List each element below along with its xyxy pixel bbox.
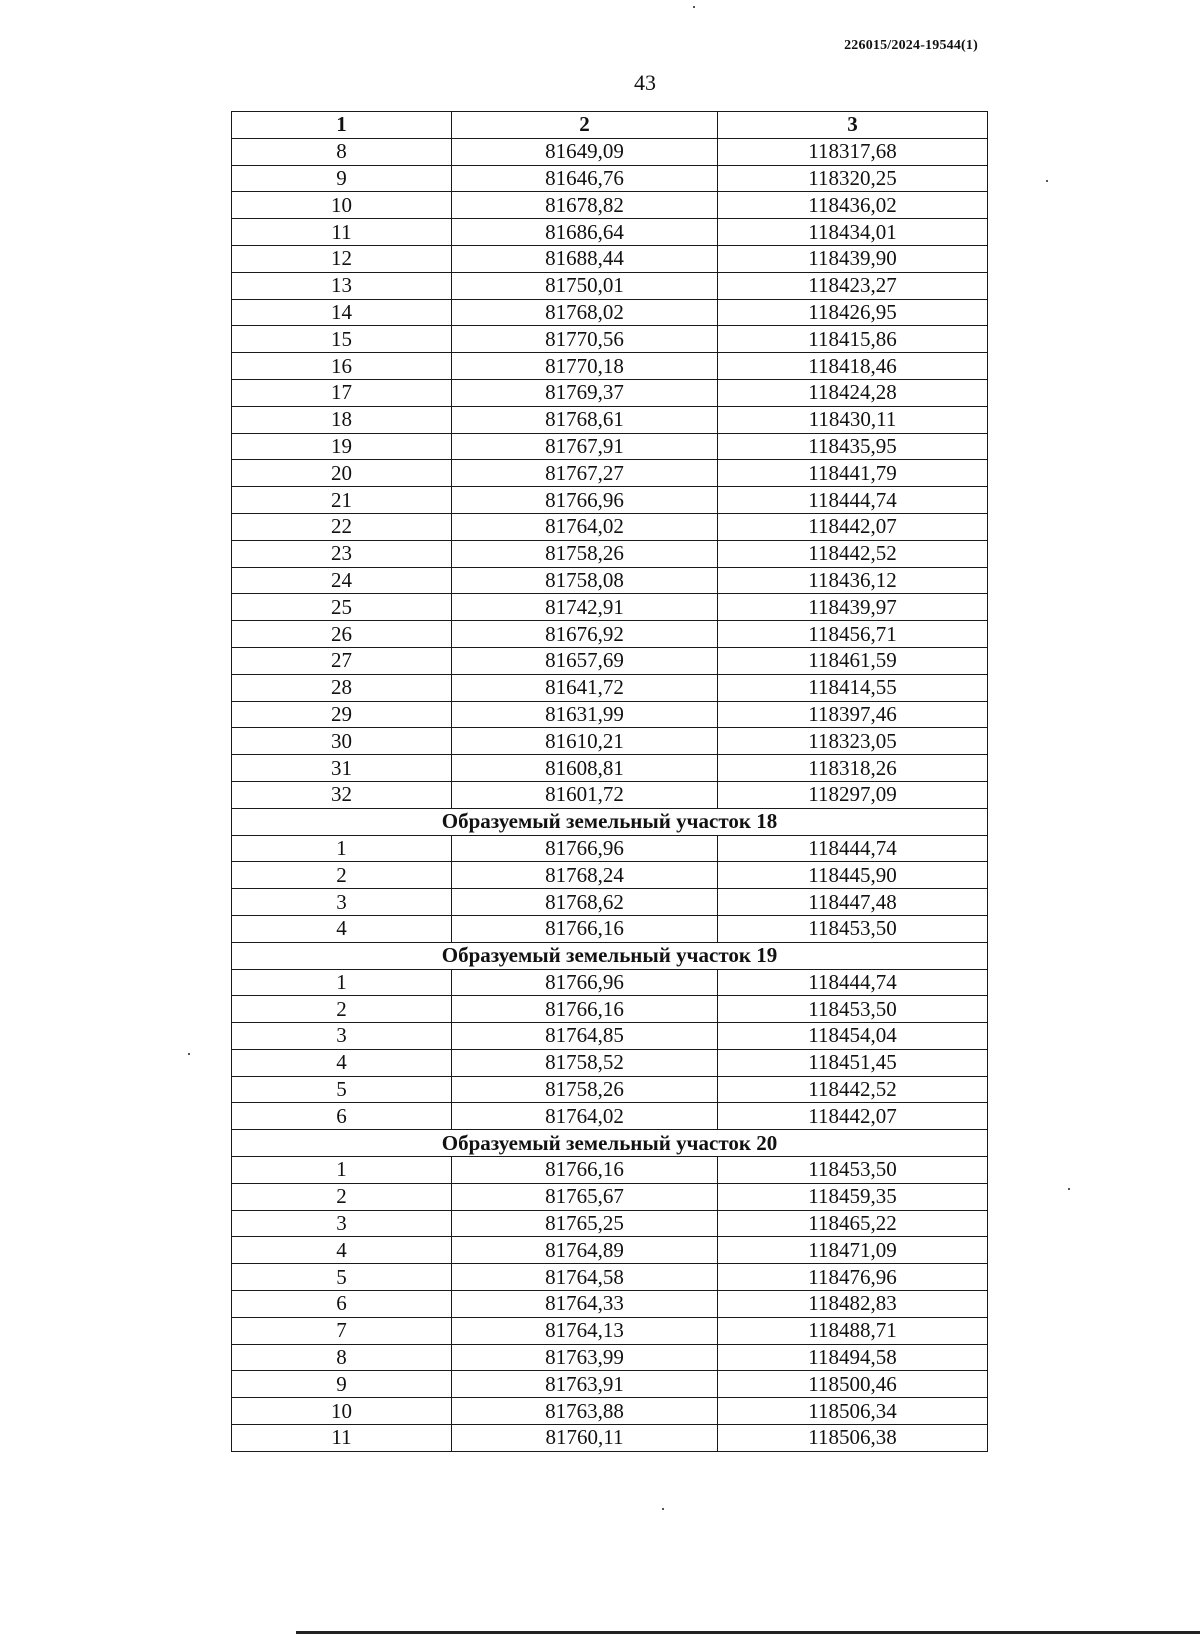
y-coordinate-cell: 118442,52	[718, 540, 988, 567]
x-coordinate-cell: 81758,52	[452, 1049, 718, 1076]
y-coordinate-cell: 118423,27	[718, 272, 988, 299]
y-coordinate-cell: 118488,71	[718, 1317, 988, 1344]
table-row	[232, 621, 988, 648]
x-coordinate-cell: 81766,96	[452, 487, 718, 514]
table-row	[232, 1398, 988, 1425]
x-coordinate-cell: 81770,56	[452, 326, 718, 353]
y-coordinate-cell: 118397,46	[718, 701, 988, 728]
column-header: 2	[452, 112, 718, 139]
x-coordinate-cell: 81646,76	[452, 165, 718, 192]
point-number-cell: 2	[232, 862, 452, 889]
table-row	[232, 1425, 988, 1452]
point-number-cell: 32	[232, 781, 452, 808]
y-coordinate-cell: 118435,95	[718, 433, 988, 460]
point-number-cell: 14	[232, 299, 452, 326]
x-coordinate-cell: 81766,16	[452, 996, 718, 1023]
table-body	[232, 138, 988, 1451]
y-coordinate-cell: 118436,12	[718, 567, 988, 594]
table-row	[232, 647, 988, 674]
table-row	[232, 915, 988, 942]
y-coordinate-cell: 118454,04	[718, 1023, 988, 1050]
x-coordinate-cell: 81770,18	[452, 353, 718, 380]
y-coordinate-cell: 118320,25	[718, 165, 988, 192]
x-coordinate-cell: 81767,91	[452, 433, 718, 460]
table-row	[232, 513, 988, 540]
x-coordinate-cell: 81768,24	[452, 862, 718, 889]
y-coordinate-cell: 118414,55	[718, 674, 988, 701]
x-coordinate-cell: 81763,88	[452, 1398, 718, 1425]
table-row	[232, 245, 988, 272]
point-number-cell: 20	[232, 460, 452, 487]
y-coordinate-cell: 118453,50	[718, 996, 988, 1023]
x-coordinate-cell: 81766,16	[452, 1157, 718, 1184]
table-header-row	[232, 112, 988, 139]
table-row	[232, 1157, 988, 1184]
x-coordinate-cell: 81763,91	[452, 1371, 718, 1398]
table-row	[232, 540, 988, 567]
y-coordinate-cell: 118476,96	[718, 1264, 988, 1291]
table-row	[232, 1076, 988, 1103]
point-number-cell: 2	[232, 996, 452, 1023]
x-coordinate-cell: 81678,82	[452, 192, 718, 219]
scan-speck	[693, 6, 695, 8]
y-coordinate-cell: 118430,11	[718, 406, 988, 433]
table-row	[232, 862, 988, 889]
y-coordinate-cell: 118442,52	[718, 1076, 988, 1103]
y-coordinate-cell: 118444,74	[718, 835, 988, 862]
x-coordinate-cell: 81765,25	[452, 1210, 718, 1237]
table-row	[232, 594, 988, 621]
x-coordinate-cell: 81764,58	[452, 1264, 718, 1291]
section-row	[232, 1130, 988, 1157]
point-number-cell: 13	[232, 272, 452, 299]
point-number-cell: 25	[232, 594, 452, 621]
point-number-cell: 1	[232, 1157, 452, 1184]
point-number-cell: 26	[232, 621, 452, 648]
point-number-cell: 1	[232, 835, 452, 862]
y-coordinate-cell: 118434,01	[718, 219, 988, 246]
y-coordinate-cell: 118451,45	[718, 1049, 988, 1076]
x-coordinate-cell: 81763,99	[452, 1344, 718, 1371]
point-number-cell: 11	[232, 219, 452, 246]
table-row	[232, 1183, 988, 1210]
y-coordinate-cell: 118318,26	[718, 755, 988, 782]
x-coordinate-cell: 81758,08	[452, 567, 718, 594]
section-title: Образуемый земельный участок 19	[232, 942, 988, 969]
document-id: 226015/2024-19544(1)	[844, 38, 978, 53]
table-row	[232, 1344, 988, 1371]
column-header: 1	[232, 112, 452, 139]
x-coordinate-cell: 81676,92	[452, 621, 718, 648]
y-coordinate-cell: 118494,58	[718, 1344, 988, 1371]
point-number-cell: 15	[232, 326, 452, 353]
y-coordinate-cell: 118506,38	[718, 1425, 988, 1452]
point-number-cell: 4	[232, 1237, 452, 1264]
point-number-cell: 4	[232, 915, 452, 942]
x-coordinate-cell: 81764,02	[452, 513, 718, 540]
point-number-cell: 8	[232, 138, 452, 165]
table-row	[232, 781, 988, 808]
point-number-cell: 3	[232, 889, 452, 916]
table-row	[232, 674, 988, 701]
y-coordinate-cell: 118453,50	[718, 1157, 988, 1184]
table-row	[232, 299, 988, 326]
y-coordinate-cell: 118500,46	[718, 1371, 988, 1398]
x-coordinate-cell: 81764,85	[452, 1023, 718, 1050]
point-number-cell: 3	[232, 1210, 452, 1237]
y-coordinate-cell: 118323,05	[718, 728, 988, 755]
point-number-cell: 7	[232, 1317, 452, 1344]
scan-speck	[1068, 1188, 1070, 1190]
table-row	[232, 460, 988, 487]
y-coordinate-cell: 118436,02	[718, 192, 988, 219]
point-number-cell: 17	[232, 379, 452, 406]
table-row	[232, 192, 988, 219]
table-row	[232, 138, 988, 165]
point-number-cell: 5	[232, 1076, 452, 1103]
section-title: Образуемый земельный участок 18	[232, 808, 988, 835]
y-coordinate-cell: 118426,95	[718, 299, 988, 326]
point-number-cell: 9	[232, 165, 452, 192]
table-row	[232, 889, 988, 916]
x-coordinate-cell: 81610,21	[452, 728, 718, 755]
point-number-cell: 8	[232, 1344, 452, 1371]
y-coordinate-cell: 118441,79	[718, 460, 988, 487]
x-coordinate-cell: 81766,96	[452, 835, 718, 862]
point-number-cell: 30	[232, 728, 452, 755]
x-coordinate-cell: 81768,62	[452, 889, 718, 916]
x-coordinate-cell: 81758,26	[452, 1076, 718, 1103]
point-number-cell: 12	[232, 245, 452, 272]
y-coordinate-cell: 118442,07	[718, 513, 988, 540]
page-number: 43	[634, 70, 656, 95]
point-number-cell: 4	[232, 1049, 452, 1076]
table-row	[232, 487, 988, 514]
y-coordinate-cell: 118461,59	[718, 647, 988, 674]
y-coordinate-cell: 118439,90	[718, 245, 988, 272]
point-number-cell: 11	[232, 1425, 452, 1452]
x-coordinate-cell: 81768,02	[452, 299, 718, 326]
table-row	[232, 1023, 988, 1050]
table-row	[232, 755, 988, 782]
y-coordinate-cell: 118445,90	[718, 862, 988, 889]
point-number-cell: 18	[232, 406, 452, 433]
y-coordinate-cell: 118482,83	[718, 1291, 988, 1318]
x-coordinate-cell: 81649,09	[452, 138, 718, 165]
point-number-cell: 10	[232, 1398, 452, 1425]
section-row	[232, 808, 988, 835]
point-number-cell: 9	[232, 1371, 452, 1398]
x-coordinate-cell: 81765,67	[452, 1183, 718, 1210]
table-row	[232, 353, 988, 380]
y-coordinate-cell: 118506,34	[718, 1398, 988, 1425]
point-number-cell: 22	[232, 513, 452, 540]
table-row	[232, 728, 988, 755]
x-coordinate-cell: 81764,13	[452, 1317, 718, 1344]
point-number-cell: 23	[232, 540, 452, 567]
y-coordinate-cell: 118465,22	[718, 1210, 988, 1237]
table-row	[232, 406, 988, 433]
point-number-cell: 27	[232, 647, 452, 674]
y-coordinate-cell: 118459,35	[718, 1183, 988, 1210]
y-coordinate-cell: 118415,86	[718, 326, 988, 353]
x-coordinate-cell: 81758,26	[452, 540, 718, 567]
y-coordinate-cell: 118317,68	[718, 138, 988, 165]
point-number-cell: 24	[232, 567, 452, 594]
point-number-cell: 28	[232, 674, 452, 701]
column-header: 3	[718, 112, 988, 139]
table-row	[232, 433, 988, 460]
y-coordinate-cell: 118453,50	[718, 915, 988, 942]
y-coordinate-cell: 118444,74	[718, 487, 988, 514]
x-coordinate-cell: 81641,72	[452, 674, 718, 701]
x-coordinate-cell: 81764,33	[452, 1291, 718, 1318]
point-number-cell: 16	[232, 353, 452, 380]
x-coordinate-cell: 81767,27	[452, 460, 718, 487]
y-coordinate-cell: 118444,74	[718, 969, 988, 996]
point-number-cell: 6	[232, 1103, 452, 1130]
y-coordinate-cell: 118439,97	[718, 594, 988, 621]
point-number-cell: 1	[232, 969, 452, 996]
y-coordinate-cell: 118297,09	[718, 781, 988, 808]
x-coordinate-cell: 81657,69	[452, 647, 718, 674]
x-coordinate-cell: 81688,44	[452, 245, 718, 272]
x-coordinate-cell: 81764,02	[452, 1103, 718, 1130]
y-coordinate-cell: 118447,48	[718, 889, 988, 916]
table-row	[232, 1237, 988, 1264]
point-number-cell: 19	[232, 433, 452, 460]
x-coordinate-cell: 81601,72	[452, 781, 718, 808]
coordinates-table	[231, 111, 988, 1452]
point-number-cell: 2	[232, 1183, 452, 1210]
table-row	[232, 1103, 988, 1130]
scan-speck	[188, 1053, 190, 1055]
point-number-cell: 21	[232, 487, 452, 514]
x-coordinate-cell: 81742,91	[452, 594, 718, 621]
x-coordinate-cell: 81764,89	[452, 1237, 718, 1264]
x-coordinate-cell: 81608,81	[452, 755, 718, 782]
point-number-cell: 6	[232, 1291, 452, 1318]
table-row	[232, 1049, 988, 1076]
x-coordinate-cell: 81766,96	[452, 969, 718, 996]
table-row	[232, 326, 988, 353]
table-row	[232, 272, 988, 299]
table-row	[232, 1317, 988, 1344]
x-coordinate-cell: 81768,61	[452, 406, 718, 433]
section-row	[232, 942, 988, 969]
y-coordinate-cell: 118418,46	[718, 353, 988, 380]
x-coordinate-cell: 81769,37	[452, 379, 718, 406]
scan-edge-line	[296, 1631, 1200, 1634]
point-number-cell: 31	[232, 755, 452, 782]
x-coordinate-cell: 81750,01	[452, 272, 718, 299]
point-number-cell: 5	[232, 1264, 452, 1291]
table-row	[232, 969, 988, 996]
scan-speck	[662, 1508, 664, 1510]
table-row	[232, 379, 988, 406]
table-row	[232, 219, 988, 246]
section-title: Образуемый земельный участок 20	[232, 1130, 988, 1157]
table-row	[232, 1210, 988, 1237]
table-row	[232, 835, 988, 862]
table-row	[232, 701, 988, 728]
table-row	[232, 1291, 988, 1318]
point-number-cell: 3	[232, 1023, 452, 1050]
table-row	[232, 1371, 988, 1398]
point-number-cell: 10	[232, 192, 452, 219]
point-number-cell: 29	[232, 701, 452, 728]
x-coordinate-cell: 81766,16	[452, 915, 718, 942]
y-coordinate-cell: 118442,07	[718, 1103, 988, 1130]
scan-speck	[1046, 180, 1048, 182]
table-row	[232, 1264, 988, 1291]
x-coordinate-cell: 81631,99	[452, 701, 718, 728]
table-row	[232, 567, 988, 594]
y-coordinate-cell: 118456,71	[718, 621, 988, 648]
table-row	[232, 165, 988, 192]
y-coordinate-cell: 118424,28	[718, 379, 988, 406]
x-coordinate-cell: 81760,11	[452, 1425, 718, 1452]
x-coordinate-cell: 81686,64	[452, 219, 718, 246]
y-coordinate-cell: 118471,09	[718, 1237, 988, 1264]
table-row	[232, 996, 988, 1023]
